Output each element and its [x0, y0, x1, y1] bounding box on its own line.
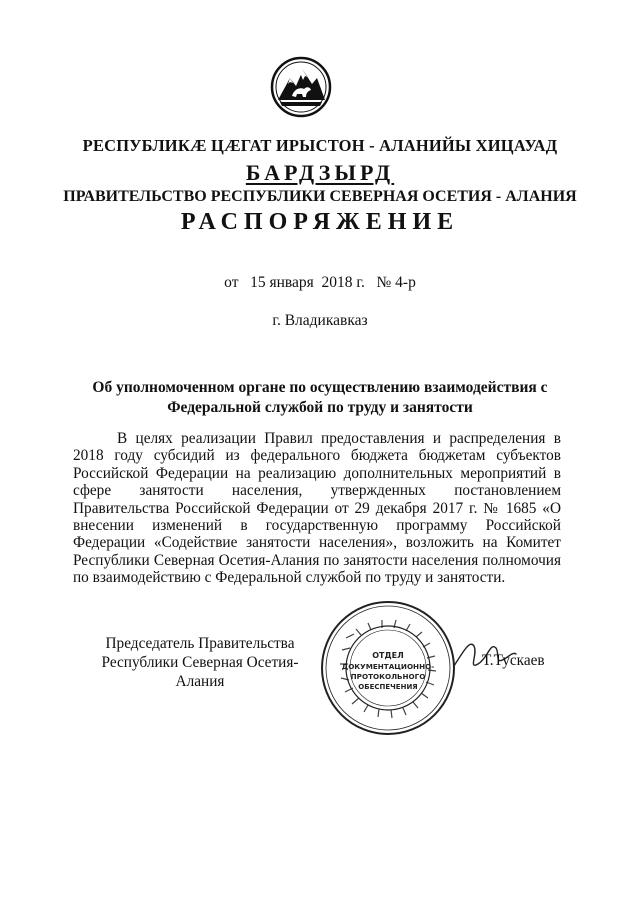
- stamp-center-line-1: ОТДЕЛ: [372, 651, 404, 660]
- order-date-number: от 15 января 2018 г. № 4-р: [224, 274, 416, 291]
- bardzyrd-text: БАРДЗЫРД: [245, 160, 395, 185]
- signatory-position-line-1: Председатель Правительства: [105, 635, 295, 652]
- city-line: г. Владикавказ: [272, 312, 368, 329]
- bardzyrd-heading: [40, 160, 600, 186]
- coat-of-arms-emblem: [270, 56, 332, 118]
- official-round-stamp: [318, 598, 458, 738]
- stamp-center-line-3: ПРОТОКОЛЬНОГО: [350, 672, 426, 681]
- signatory-position: [80, 634, 320, 691]
- order-body-paragraph: В целях реализации Правил предоставления и распределения в 2018 году субсидий из федерального бюджета бюджетам субъектов Российской Федерации на реализацию дополнительных мероприятий в сфере занятости населения, утвержденных постановлением Правительства Российской Федерации от 29 декабря 2017 г. № 1685 «О внесении изменений в государственную программу Российской Федерации «Содействие занятости населения», возложить на Комитет Республики Северная Осетия-Алания по занятости населения полномочия по взаимодействию с Федеральной службой по труду и занятости.: [73, 430, 561, 587]
- document-title: [40, 378, 600, 418]
- document-title-line-2: Федеральной службой по труду и занятости: [167, 399, 473, 416]
- signatory-name: Т.Тускаев: [482, 652, 545, 669]
- document-title-line-1: Об уполномоченном органе по осуществлению взаимодействия с: [92, 379, 548, 396]
- ossetian-government-heading: РЕСПУБЛИКӔ ЦӔГАТ ИРЫСТОН - АЛАНИЙЫ ХИЦАУАД: [82, 136, 558, 155]
- order-heading: РАСПОРЯЖЕНИЕ: [180, 209, 460, 235]
- russian-government-heading: ПРАВИТЕЛЬСТВО РЕСПУБЛИКИ СЕВЕРНАЯ ОСЕТИЯ - АЛАНИЯ: [63, 188, 577, 205]
- signatory-position-line-2: Республики Северная Осетия-Алания: [101, 654, 299, 690]
- stamp-center-line-4: ОБЕСПЕЧЕНИЯ: [358, 683, 418, 691]
- stamp-center-line-2: ДОКУМЕНТАЦИОННО-: [341, 662, 435, 671]
